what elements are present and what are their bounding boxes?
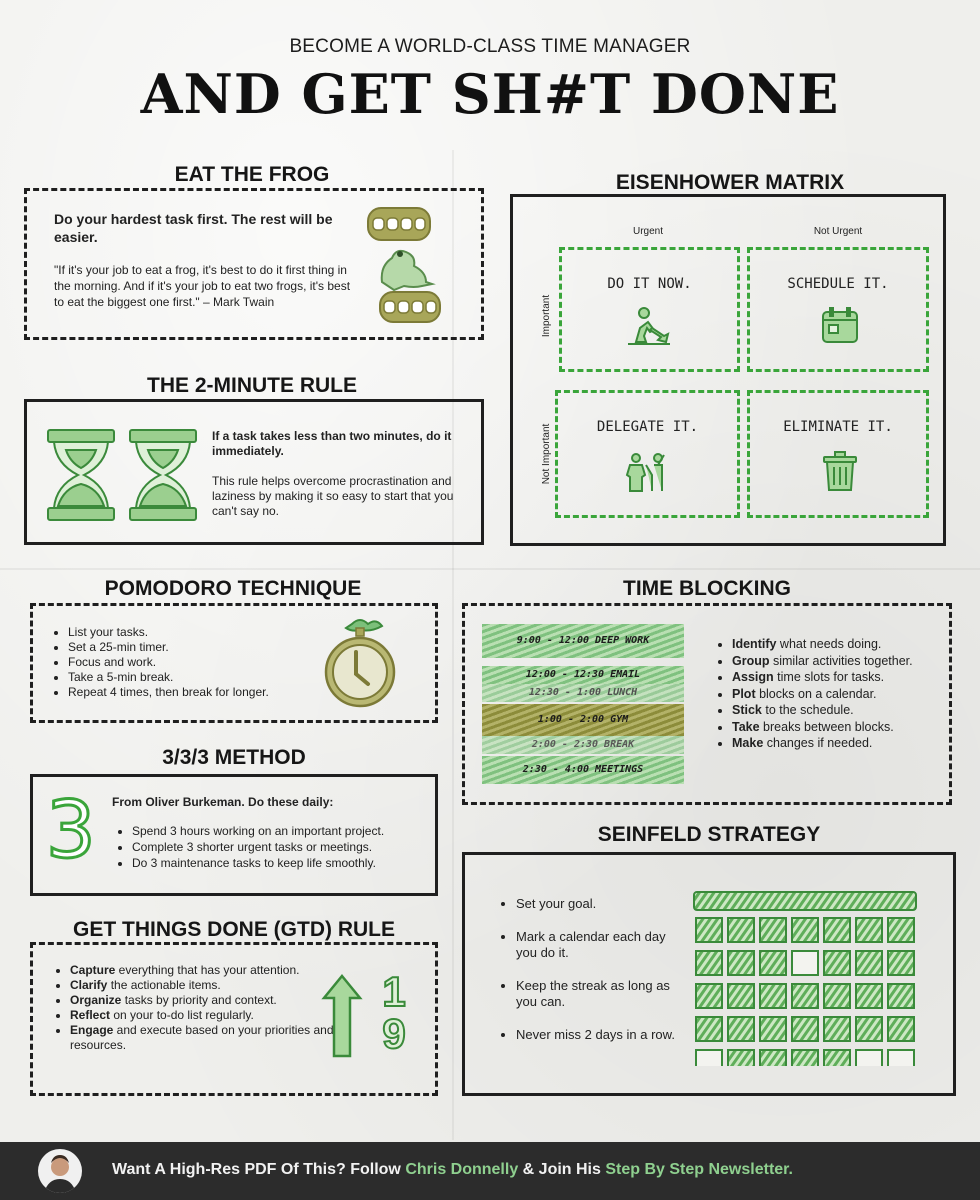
list-item: • Engage and execute based on your priorities and resources. xyxy=(70,1023,340,1053)
calendar-day-marked xyxy=(824,1050,850,1066)
tomato-timer-icon xyxy=(322,618,398,710)
row-header-important: Important xyxy=(541,294,552,338)
calendar-day-marked xyxy=(824,1017,850,1041)
calendar-day-marked xyxy=(728,951,754,975)
time-blocking-list xyxy=(716,636,956,752)
calendar-day-marked xyxy=(888,918,914,942)
page-title: AND GET SH#T DONE xyxy=(140,62,840,126)
frog-on-conveyor-icon xyxy=(362,204,442,326)
list-item: • Do 3 maintenance tasks to keep life smoothly. xyxy=(132,855,448,871)
time-block: 9:00 - 12:00 DEEP WORK xyxy=(482,624,684,658)
list-item: • Stick to the schedule. xyxy=(732,702,956,719)
list-item: • Identify what needs doing. xyxy=(732,636,956,653)
column-header-urgent: Urgent xyxy=(632,226,663,237)
calendar-day-marked xyxy=(760,951,786,975)
calendar-day-marked xyxy=(696,984,722,1008)
calendar-day-empty xyxy=(856,1050,882,1066)
seinfeld-list xyxy=(500,896,686,1043)
author-link[interactable]: Chris Donnelly xyxy=(405,1161,519,1178)
calendar-day-marked xyxy=(856,984,882,1008)
quadrant-schedule-it xyxy=(747,247,929,372)
calendar-day-marked xyxy=(760,918,786,942)
calendar-day-marked xyxy=(856,918,882,942)
gtd-list xyxy=(54,963,340,1053)
calendar-day-marked xyxy=(888,1017,914,1041)
list-item: • Repeat 4 times, then break for longer. xyxy=(68,685,328,700)
calendar-day-marked xyxy=(760,1050,786,1066)
quadrant-label: SCHEDULE IT. xyxy=(787,276,889,292)
quadrant-delegate-it xyxy=(555,390,740,518)
calendar-day-marked xyxy=(728,1050,754,1066)
list-item: • Complete 3 shorter urgent tasks or meetings. xyxy=(132,839,448,855)
trash-can-icon xyxy=(822,451,858,493)
quadrant-eliminate-it xyxy=(747,390,929,518)
calendar-day-marked xyxy=(888,951,914,975)
pomodoro-title: POMODORO TECHNIQUE xyxy=(104,577,362,600)
footer-banner xyxy=(0,1142,980,1200)
list-item: • Reflect on your to-do list regularly. xyxy=(70,1008,340,1023)
calendar-day-marked xyxy=(696,918,722,942)
calendar-day-empty xyxy=(696,1050,722,1066)
calendar-icon xyxy=(820,306,860,346)
list-item: • Make changes if needed. xyxy=(732,735,956,752)
quadrant-do-it-now xyxy=(559,247,740,372)
calendar-day-marked xyxy=(760,1017,786,1041)
hourglass-icon xyxy=(44,428,204,522)
sort-number-top: 1 xyxy=(382,968,406,1015)
row-header-not-important: Not Important xyxy=(541,423,552,485)
method-333-lead: From Oliver Burkeman. Do these daily: xyxy=(112,795,334,809)
newsletter-link[interactable]: Step By Step Newsletter. xyxy=(605,1161,793,1178)
up-arrow-icon xyxy=(320,972,364,1060)
quadrant-label: ELIMINATE IT. xyxy=(783,419,893,435)
paper-crease xyxy=(0,568,980,570)
three-numeral-icon: 3 xyxy=(46,786,96,876)
time-block: 2:30 - 4:00 MEETINGS xyxy=(482,756,684,784)
calendar-day-marked xyxy=(824,918,850,942)
list-item: • Group similar activities together. xyxy=(732,653,956,670)
calendar-day-empty xyxy=(888,1050,914,1066)
delegate-people-icon xyxy=(624,451,670,493)
list-item: • Mark a calendar each day you do it. xyxy=(516,929,686,962)
time-block: 12:30 - 1:00 LUNCH xyxy=(482,684,684,702)
list-item: • Never miss 2 days in a row. xyxy=(516,1027,686,1044)
list-item: • Take a 5-min break. xyxy=(68,670,328,685)
calendar-day-marked xyxy=(792,1017,818,1041)
footer-call-to-action: Want A High-Res PDF Of This? Follow Chris Donnelly & Join His Step By Step Newsletter. xyxy=(112,1161,793,1178)
seinfeld-title: SEINFELD STRATEGY xyxy=(597,823,821,846)
method-333-title: 3/3/3 METHOD xyxy=(162,746,306,769)
calendar-day-marked xyxy=(728,984,754,1008)
eat-the-frog-quote: "If it's your job to eat a frog, it's best to do it first thing in the morning. And if it's your job to eat two frogs, it's best to eat the biggest one first." – Mark Twain xyxy=(54,263,351,309)
person-icon xyxy=(38,1149,82,1193)
calendar-day-marked xyxy=(728,1017,754,1041)
calendar-day-marked xyxy=(696,1017,722,1041)
list-item: • Clarify the actionable items. xyxy=(70,978,340,993)
calendar-day-marked xyxy=(760,984,786,1008)
calendar-day-marked xyxy=(856,1017,882,1041)
two-minute-rule-title: THE 2-MINUTE RULE xyxy=(147,374,357,397)
calendar-day-marked xyxy=(728,918,754,942)
gtd-title: GET THINGS DONE (GTD) RULE xyxy=(73,918,395,941)
list-item: • Set a 25-min timer. xyxy=(68,640,328,655)
list-item: • Spend 3 hours working on an important project. xyxy=(132,823,448,839)
time-blocking-title: TIME BLOCKING xyxy=(623,577,791,600)
list-item: • Set your goal. xyxy=(516,896,686,913)
streak-calendar-icon xyxy=(692,890,918,1066)
pomodoro-list xyxy=(52,625,328,700)
list-item: • Focus and work. xyxy=(68,655,328,670)
list-item: • Keep the streak as long as you can. xyxy=(516,978,686,1011)
two-minute-rule-body: This rule helps overcome procrastination and laziness by making it so easy to start that you can't say no. xyxy=(212,474,454,518)
list-item: • Capture everything that has your attention. xyxy=(70,963,340,978)
list-item: • List your tasks. xyxy=(68,625,328,640)
list-item: • Assign time slots for tasks. xyxy=(732,669,956,686)
two-minute-rule-lead: If a task takes less than two minutes, do it immediately. xyxy=(212,429,452,458)
time-block: 2:00 - 2:30 BREAK xyxy=(482,736,684,754)
list-item: • Take breaks between blocks. xyxy=(732,719,956,736)
time-block: 1:00 - 2:00 GYM xyxy=(482,704,684,736)
calendar-day-marked xyxy=(824,984,850,1008)
calendar-day-marked xyxy=(792,918,818,942)
quadrant-label: DELEGATE IT. xyxy=(596,419,699,435)
list-item: • Plot blocks on a calendar. xyxy=(732,686,956,703)
calendar-day-marked xyxy=(696,951,722,975)
calendar-day-marked xyxy=(792,984,818,1008)
calendar-day-marked xyxy=(792,1050,818,1066)
eat-the-frog-lead: Do your hardest task first. The rest will be easier. xyxy=(54,211,333,245)
calendar-day-marked xyxy=(888,984,914,1008)
eisenhower-title: EISENHOWER MATRIX xyxy=(615,171,845,194)
quadrant-label: DO IT NOW. xyxy=(607,276,692,292)
column-header-not-urgent: Not Urgent xyxy=(813,226,863,237)
sort-number-bottom: 9 xyxy=(382,1010,406,1057)
page-subtitle: BECOME A WORLD-CLASS TIME MANAGER xyxy=(289,36,691,57)
avatar xyxy=(38,1149,82,1193)
time-block: 12:00 - 12:30 EMAIL xyxy=(482,666,684,684)
calendar-day-marked xyxy=(824,951,850,975)
eat-the-frog-title: EAT THE FROG xyxy=(174,163,330,186)
method-333-list xyxy=(116,823,448,871)
calendar-day-empty xyxy=(792,951,818,975)
list-item: • Organize tasks by priority and context. xyxy=(70,993,340,1008)
calendar-day-marked xyxy=(856,951,882,975)
worker-shovel-icon xyxy=(626,306,672,346)
